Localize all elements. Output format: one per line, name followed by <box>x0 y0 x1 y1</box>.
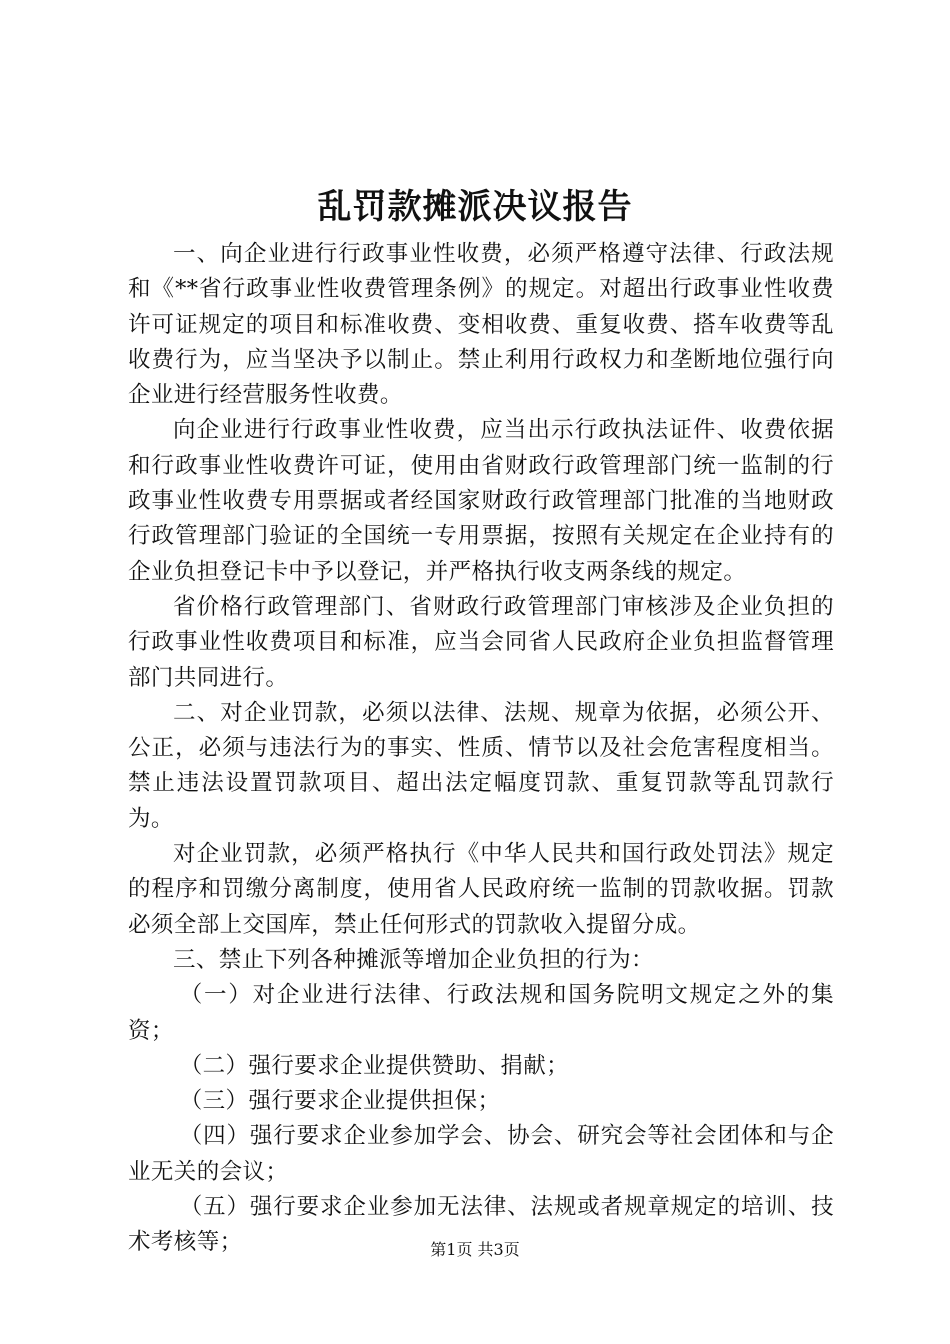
document-body <box>128 237 834 1261</box>
paragraph-1: 一、向企业进行行政事业性收费，必须严格遵守法律、行政法规和《**省行政事业性收费管理条例》的规定。对超出行政事业性收费许可证规定的项目和标准收费、变相收费、重复收费、搭车收费等乱收费行为，应当坚决予以制止。禁止利用行政权力和垄断地位强行向企业进行经营服务性收费。 <box>128 241 834 409</box>
list-item-4: （四）强行要求企业参加学会、协会、研究会等社会团体和与企业无关的会议； <box>128 1123 834 1185</box>
page-number-footer: 第1页 共3页 <box>430 1240 520 1259</box>
paragraph-5: 对企业罚款，必须严格执行《中华人民共和国行政处罚法》规定的程序和罚缴分离制度，使用省人民政府统一监制的罚款收据。罚款必须全部上交国库，禁止任何形式的罚款收入提留分成。 <box>128 841 834 938</box>
document-title: 乱罚款摊派决议报告 <box>317 187 633 227</box>
paragraph-6: 三、禁止下列各种摊派等增加企业负担的行为： <box>173 946 654 973</box>
list-item-3: （三）强行要求企业提供担保； <box>179 1088 501 1115</box>
paragraph-4: 二、对企业罚款，必须以法律、法规、规章为依据，必须公开、公正，必须与违法行为的事实、性质、情节以及社会危害程度相当。禁止违法设置罚款项目、超出法定幅度罚款、重复罚款等乱罚款行为。 <box>128 699 834 832</box>
paragraph-3: 省价格行政管理部门、省财政行政管理部门审核涉及企业负担的行政事业性收费项目和标准，应当会同省人民政府企业负担监督管理部门共同进行。 <box>128 593 834 691</box>
paragraph-2: 向企业进行行政事业性收费，应当出示行政执法证件、收费依据和行政事业性收费许可证，使用由省财政行政管理部门统一监制的行政事业性收费专用票据或者经国家财政行政管理部门批准的当地财政行政管理部门验证的全国统一专用票据，按照有关规定在企业持有的企业负担登记卡中予以登记，并严格执行收支两条线的规定。 <box>128 417 834 585</box>
list-item-5: （五）强行要求企业参加无法律、法规或者规章规定的培训、技术考核等； <box>128 1194 834 1256</box>
list-item-1: （一）对企业进行法律、行政法规和国务院明文规定之外的集资； <box>128 982 834 1044</box>
list-item-2: （二）强行要求企业提供赞助、捐献； <box>179 1052 570 1079</box>
